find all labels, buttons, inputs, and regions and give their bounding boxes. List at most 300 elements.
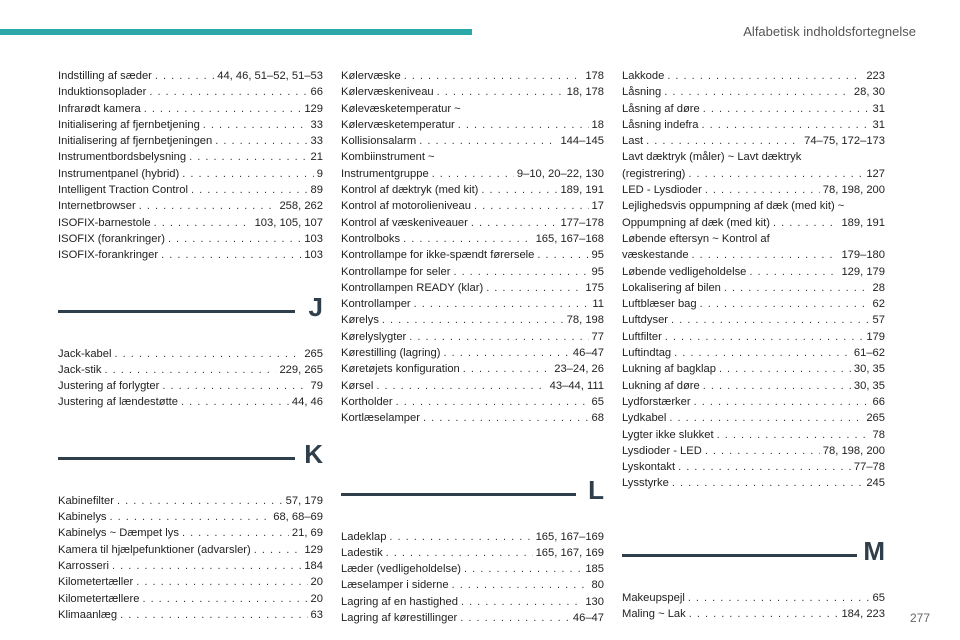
section-letter: J <box>308 291 323 322</box>
index-entry <box>341 117 604 133</box>
dot-leader <box>117 493 283 509</box>
index-entry <box>341 133 604 149</box>
dot-leader <box>182 166 314 182</box>
entry-page-refs[interactable]: 21, 69 <box>291 527 323 540</box>
dot-leader <box>389 529 532 545</box>
entry-page-refs[interactable]: 78, 198 <box>566 314 604 327</box>
entry-term: Lydforstærker <box>622 395 691 408</box>
index-entry <box>341 312 604 328</box>
entry-page-refs[interactable]: 30, 35 <box>853 363 885 376</box>
index-entry <box>341 68 604 84</box>
section-letter: L <box>588 474 604 505</box>
dot-leader <box>724 280 870 296</box>
index-entry <box>58 509 323 525</box>
entry-term: væskestande <box>622 249 689 262</box>
index-entry <box>341 577 604 593</box>
entry-term: Initialisering af fjernbetjening <box>58 118 200 131</box>
section-header <box>58 435 323 479</box>
entry-term: Oppumpning af dæk (med kit) <box>622 216 770 229</box>
dot-leader <box>537 247 588 263</box>
entry-page-refs[interactable]: 9–10, 20–22, 130 <box>516 167 604 180</box>
dot-leader <box>414 296 590 312</box>
entry-page-refs[interactable]: 177–178 <box>560 216 604 229</box>
entry-page-refs[interactable]: 11 <box>592 298 604 311</box>
dot-leader <box>154 215 252 231</box>
entry-term: Lysdioder - LED <box>622 444 702 457</box>
entry-page-refs[interactable]: 68, 68–69 <box>273 511 323 524</box>
dot-leader <box>481 182 557 198</box>
index-entry <box>58 117 323 133</box>
index-entry <box>622 133 885 149</box>
entry-page-refs[interactable]: 179–180 <box>841 249 885 262</box>
index-entry <box>622 198 885 214</box>
dot-leader <box>136 574 307 590</box>
index-entry <box>622 312 885 328</box>
dot-leader <box>403 231 532 247</box>
entry-term: Kortlæselamper <box>341 412 420 425</box>
entry-term: Lakkode <box>622 70 665 82</box>
dot-leader <box>471 215 558 231</box>
entry-page-refs[interactable]: 9 <box>316 167 323 180</box>
entry-term: Intelligent Traction Control <box>58 184 188 197</box>
entry-page-refs[interactable]: 66 <box>872 395 885 408</box>
index-entry <box>58 68 323 84</box>
entry-page-refs[interactable]: 78, 198, 200 <box>822 444 885 457</box>
dot-leader <box>688 166 863 182</box>
index-entry <box>58 493 323 509</box>
dot-leader <box>404 68 583 84</box>
index-column-3 <box>622 68 885 622</box>
index-entry <box>341 101 604 117</box>
entry-term: Luftblæser bag <box>622 298 697 311</box>
entry-term: Kontrollampen READY (klar) <box>341 281 484 294</box>
index-entry <box>622 247 885 263</box>
index-entry <box>622 68 885 84</box>
index-entry <box>58 574 323 590</box>
index-entry <box>58 198 323 214</box>
entry-term: Køretøjets konfiguration <box>341 363 460 376</box>
index-entry <box>58 607 323 623</box>
entry-term: Læselamper i siderne <box>341 579 449 592</box>
index-entry <box>341 198 604 214</box>
dot-leader <box>667 68 863 84</box>
index-entry <box>622 475 885 491</box>
dot-leader <box>749 264 838 280</box>
entry-page-refs[interactable]: 103 <box>304 249 323 262</box>
dot-leader <box>168 231 301 247</box>
entry-term: Kabinelys <box>58 511 107 524</box>
entry-page-refs[interactable]: 129 <box>304 102 323 115</box>
index-entry <box>622 101 885 117</box>
index-entry <box>58 591 323 607</box>
entry-term: Maling ~ Lak <box>622 608 686 621</box>
index-entry <box>341 264 604 280</box>
entry-term: Kørelys <box>341 314 379 327</box>
entry-page-refs[interactable]: 44, 46, 51–52, 51–53 <box>217 70 323 82</box>
entry-term: Jack-kabel <box>58 347 112 360</box>
entry-term: Luftindtag <box>622 347 672 360</box>
entry-page-refs[interactable]: 20 <box>310 592 323 605</box>
entry-page-refs[interactable]: 33 <box>310 118 323 131</box>
entry-page-refs[interactable]: 31 <box>872 118 885 131</box>
entry-page-refs[interactable]: 184, 223 <box>841 608 885 621</box>
entry-term: Lydkabel <box>622 412 667 425</box>
entry-term: Kabinelys ~ Dæmpet lys <box>58 527 179 540</box>
entry-term: Kabinefilter <box>58 494 114 507</box>
section-divider <box>58 457 295 460</box>
index-entry <box>622 280 885 296</box>
entry-term: ISOFIX-barnestole <box>58 216 151 229</box>
entry-term: Lejlighedsvis oppumpning af dæk (med kit) ~ <box>622 200 845 213</box>
section-divider <box>341 493 576 496</box>
index-entry <box>341 529 604 545</box>
entry-page-refs[interactable]: 265 <box>304 347 323 360</box>
entry-page-refs[interactable]: 189, 191 <box>841 216 885 229</box>
dot-leader <box>688 590 870 606</box>
entry-page-refs[interactable]: 165, 167–169 <box>535 530 604 543</box>
entry-term: Lokalisering af bilen <box>622 281 721 294</box>
entry-page-refs[interactable]: 74–75, 172–173 <box>804 135 885 148</box>
dot-leader <box>773 215 838 231</box>
dot-leader <box>423 410 589 426</box>
entry-term: Klimaanlæg <box>58 608 118 621</box>
dot-leader <box>144 101 302 117</box>
entry-term: Løbende vedligeholdelse <box>622 265 747 278</box>
entry-page-refs[interactable]: 80 <box>591 579 604 592</box>
entry-term: Kølevæsketemperatur ~ <box>341 102 461 115</box>
dot-leader <box>486 280 582 296</box>
entry-term: Makeupspejl <box>622 591 685 604</box>
dot-leader <box>203 117 308 133</box>
index-entry <box>341 280 604 296</box>
entry-term: Instrumentbordsbelysning <box>58 151 187 164</box>
entry-term: Initialisering af fjernbetjeningen <box>58 135 213 148</box>
entry-page-refs[interactable]: 18, 178 <box>566 86 604 99</box>
dot-leader <box>419 133 557 149</box>
index-entry <box>341 345 604 361</box>
entry-term: Lyskontakt <box>622 461 676 474</box>
entry-page-refs[interactable]: 89 <box>310 184 323 197</box>
dot-leader <box>460 610 570 626</box>
entry-page-refs[interactable]: 31 <box>872 102 885 115</box>
entry-page-refs[interactable]: 103 <box>304 232 323 245</box>
index-entry <box>58 558 323 574</box>
entry-term: Karrosseri <box>58 559 109 572</box>
entry-term: Kontrol af motorolieniveau <box>341 200 471 213</box>
section-header <box>622 532 885 576</box>
dot-leader <box>474 198 589 214</box>
section-header <box>341 471 604 515</box>
dot-leader <box>182 525 289 541</box>
entry-page-refs[interactable]: 178 <box>585 70 604 82</box>
entry-term: Kamera til hjælpefunktioner (advarsler) <box>58 543 251 556</box>
entry-term: Instrumentgruppe <box>341 167 429 180</box>
dot-leader <box>409 329 588 345</box>
dot-leader <box>678 459 851 475</box>
entry-page-refs[interactable]: 46–47 <box>572 347 604 360</box>
entry-term: Kontrollampe for ikke-spændt førersele <box>341 249 535 262</box>
entry-page-refs[interactable]: 185 <box>585 563 604 576</box>
entry-term: Luftdyser <box>622 314 669 327</box>
entry-page-refs[interactable]: 223 <box>866 70 885 82</box>
index-column-1 <box>58 68 323 623</box>
index-entry <box>341 149 604 165</box>
index-entry <box>58 133 323 149</box>
index-entry <box>341 545 604 561</box>
entry-term: Infrarødt kamera <box>58 102 141 115</box>
entry-term: Ladestik <box>341 546 383 559</box>
index-entry <box>622 166 885 182</box>
entry-page-refs[interactable]: 77–78 <box>853 461 885 474</box>
dot-leader <box>646 133 801 149</box>
entry-page-refs[interactable]: 18 <box>591 118 604 131</box>
entry-page-refs[interactable]: 46–47 <box>572 612 604 625</box>
entry-term: Lukning af døre <box>622 379 700 392</box>
entry-term: ISOFIX-forankringer <box>58 249 159 262</box>
entry-page-refs[interactable]: 65 <box>591 395 604 408</box>
index-entry <box>341 361 604 377</box>
dot-leader <box>702 117 870 133</box>
entry-page-refs[interactable]: 229, 265 <box>279 363 323 376</box>
entry-term: Kontrollamper <box>341 298 411 311</box>
index-entry <box>341 182 604 198</box>
entry-page-refs[interactable]: 144–145 <box>560 135 604 148</box>
entry-term: Kontrolboks <box>341 232 401 245</box>
entry-page-refs[interactable]: 79 <box>310 380 323 393</box>
entry-page-refs[interactable]: 265 <box>866 412 885 425</box>
index-entry <box>622 590 885 606</box>
index-column-2 <box>341 68 604 626</box>
index-entry <box>341 84 604 100</box>
dot-leader <box>142 591 307 607</box>
entry-page-refs[interactable]: 129 <box>304 543 323 556</box>
index-entry <box>58 166 323 182</box>
entry-term: Induktionsoplader <box>58 86 147 99</box>
index-entry <box>341 561 604 577</box>
index-entry <box>58 231 323 247</box>
entry-term: Kølervæskeniveau <box>341 86 434 99</box>
index-entry <box>622 264 885 280</box>
entry-page-refs[interactable]: 33 <box>310 135 323 148</box>
index-entry <box>622 182 885 198</box>
entry-page-refs[interactable]: 130 <box>585 595 604 608</box>
entry-page-refs[interactable]: 21 <box>310 151 323 164</box>
dot-leader <box>717 427 870 443</box>
dot-leader <box>254 542 302 558</box>
dot-leader <box>453 264 588 280</box>
index-entry <box>622 378 885 394</box>
entry-page-refs[interactable]: 78, 198, 200 <box>822 184 885 197</box>
entry-page-refs[interactable]: 28, 30 <box>853 86 885 99</box>
entry-page-refs[interactable]: 127 <box>866 167 885 180</box>
index-entry <box>341 231 604 247</box>
entry-page-refs[interactable]: 245 <box>866 477 885 490</box>
entry-term: Kørsel <box>341 379 374 392</box>
entry-page-refs[interactable]: 77 <box>591 330 604 343</box>
entry-page-refs[interactable]: 95 <box>591 249 604 262</box>
entry-page-refs[interactable]: 258, 262 <box>279 200 323 213</box>
entry-term: Internetbrowser <box>58 200 136 213</box>
entry-page-refs[interactable]: 44, 46 <box>291 396 323 409</box>
dot-leader <box>110 509 271 525</box>
index-entry <box>622 215 885 231</box>
entry-term: Kilometertæller <box>58 576 134 589</box>
section-letter: K <box>304 438 323 469</box>
dot-leader <box>669 410 863 426</box>
entry-page-refs[interactable]: 63 <box>310 608 323 621</box>
entry-page-refs[interactable]: 23–24, 26 <box>554 363 604 376</box>
entry-term: Låsning af døre <box>622 102 700 115</box>
index-entry <box>58 182 323 198</box>
entry-page-refs[interactable]: 57, 179 <box>285 494 323 507</box>
dot-leader <box>694 394 870 410</box>
dot-leader <box>189 149 307 165</box>
entry-term: Indstilling af sæder <box>58 70 152 82</box>
entry-term: (registrering) <box>622 167 686 180</box>
index-entry <box>341 166 604 182</box>
entry-term: LED - Lysdioder <box>622 184 702 197</box>
entry-page-refs[interactable]: 61–62 <box>853 347 885 360</box>
entry-page-refs[interactable]: 68 <box>591 412 604 425</box>
entry-page-refs[interactable]: 175 <box>585 281 604 294</box>
dot-leader <box>703 378 851 394</box>
dot-leader <box>376 378 546 394</box>
entry-page-refs[interactable]: 78 <box>872 428 885 441</box>
entry-page-refs[interactable]: 17 <box>591 200 604 213</box>
index-entry <box>341 329 604 345</box>
dot-leader <box>215 133 307 149</box>
entry-term: Kørestilling (lagring) <box>341 347 441 360</box>
dot-leader <box>112 558 301 574</box>
entry-term: Låsning <box>622 86 662 99</box>
dot-leader <box>161 247 301 263</box>
dot-leader <box>703 101 870 117</box>
dot-leader <box>155 68 214 84</box>
entry-page-refs[interactable]: 165, 167, 169 <box>535 546 604 559</box>
entry-page-refs[interactable]: 43–44, 111 <box>549 379 604 392</box>
entry-page-refs[interactable]: 95 <box>591 265 604 278</box>
entry-term: Kontrol af dæktryk (med kit) <box>341 184 479 197</box>
entry-page-refs[interactable]: 179 <box>866 330 885 343</box>
entry-page-refs[interactable]: 57 <box>872 314 885 327</box>
entry-term: Lagring af kørestillinger <box>341 612 458 625</box>
dot-leader <box>672 475 863 491</box>
dot-leader <box>120 607 307 623</box>
dot-leader <box>458 117 589 133</box>
entry-term: Kilometertællere <box>58 592 140 605</box>
entry-page-refs[interactable]: 30, 35 <box>853 379 885 392</box>
index-entry <box>622 296 885 312</box>
entry-page-refs[interactable]: 20 <box>310 576 323 589</box>
dot-leader <box>105 362 277 378</box>
index-entry <box>341 247 604 263</box>
entry-term: Lysstyrke <box>622 477 669 490</box>
entry-term: Justering af forlygter <box>58 380 160 393</box>
entry-term: Kontrol af væskeniveauer <box>341 216 468 229</box>
entry-page-refs[interactable]: 66 <box>310 86 323 99</box>
index-entry <box>622 459 885 475</box>
index-entry <box>58 215 323 231</box>
index-entry <box>58 101 323 117</box>
page-header-title: Alfabetisk indholdsfortegnelse <box>743 24 916 39</box>
index-entry <box>622 117 885 133</box>
index-entry <box>622 443 885 459</box>
dot-leader <box>671 312 870 328</box>
index-entry <box>341 215 604 231</box>
dot-leader <box>162 378 307 394</box>
entry-term: Justering af lændestøtte <box>58 396 179 409</box>
entry-page-refs[interactable]: 28 <box>872 281 885 294</box>
dot-leader <box>437 84 564 100</box>
section-divider <box>58 310 295 313</box>
entry-page-refs[interactable]: 65 <box>872 591 885 604</box>
dot-leader <box>382 312 564 328</box>
entry-term: Lagring af en hastighed <box>341 595 458 608</box>
dot-leader <box>464 561 582 577</box>
index-entry <box>58 378 323 394</box>
entry-term: Lukning af bagklap <box>622 363 716 376</box>
index-entry <box>622 410 885 426</box>
dot-leader <box>452 577 589 593</box>
index-entry <box>58 542 323 558</box>
dot-leader <box>386 545 533 561</box>
entry-page-refs[interactable]: 184 <box>304 559 323 572</box>
entry-term: Låsning indefra <box>622 118 699 131</box>
dot-leader <box>139 198 277 214</box>
dot-leader <box>689 606 839 622</box>
dot-leader <box>700 296 870 312</box>
entry-term: Kollisionsalarm <box>341 135 417 148</box>
index-entry <box>622 361 885 377</box>
entry-page-refs[interactable]: 165, 167–168 <box>535 232 604 245</box>
entry-term: ISOFIX (forankringer) <box>58 232 165 245</box>
dot-leader <box>114 346 301 362</box>
index-entry <box>622 345 885 361</box>
section-divider <box>622 554 857 557</box>
page-number: 277 <box>909 611 930 625</box>
dot-leader <box>396 394 589 410</box>
entry-term: Instrumentpanel (hybrid) <box>58 167 180 180</box>
index-entry <box>622 427 885 443</box>
index-entry <box>341 410 604 426</box>
entry-term: Kombiinstrument ~ <box>341 151 435 164</box>
entry-term: Kortholder <box>341 395 393 408</box>
entry-term: Løbende eftersyn ~ Kontrol af <box>622 232 770 245</box>
index-entry <box>58 362 323 378</box>
entry-term: Ladeklap <box>341 530 387 543</box>
dot-leader <box>705 443 820 459</box>
index-entry <box>58 149 323 165</box>
entry-page-refs[interactable]: 62 <box>872 298 885 311</box>
index-entry <box>622 149 885 165</box>
dot-leader <box>664 84 851 100</box>
entry-term: Kørelyslygter <box>341 330 407 343</box>
dot-leader <box>665 329 864 345</box>
entry-page-refs[interactable]: 129, 179 <box>841 265 885 278</box>
dot-leader <box>692 247 839 263</box>
entry-term: Last <box>622 135 644 148</box>
dot-leader <box>461 594 582 610</box>
header-accent-bar <box>0 29 472 35</box>
index-entry <box>58 394 323 410</box>
dot-leader <box>149 84 307 100</box>
entry-page-refs[interactable]: 103, 105, 107 <box>254 216 323 229</box>
entry-page-refs[interactable]: 189, 191 <box>560 184 604 197</box>
dot-leader <box>705 182 820 198</box>
dot-leader <box>432 166 514 182</box>
entry-term: Luftfilter <box>622 330 662 343</box>
dot-leader <box>674 345 851 361</box>
